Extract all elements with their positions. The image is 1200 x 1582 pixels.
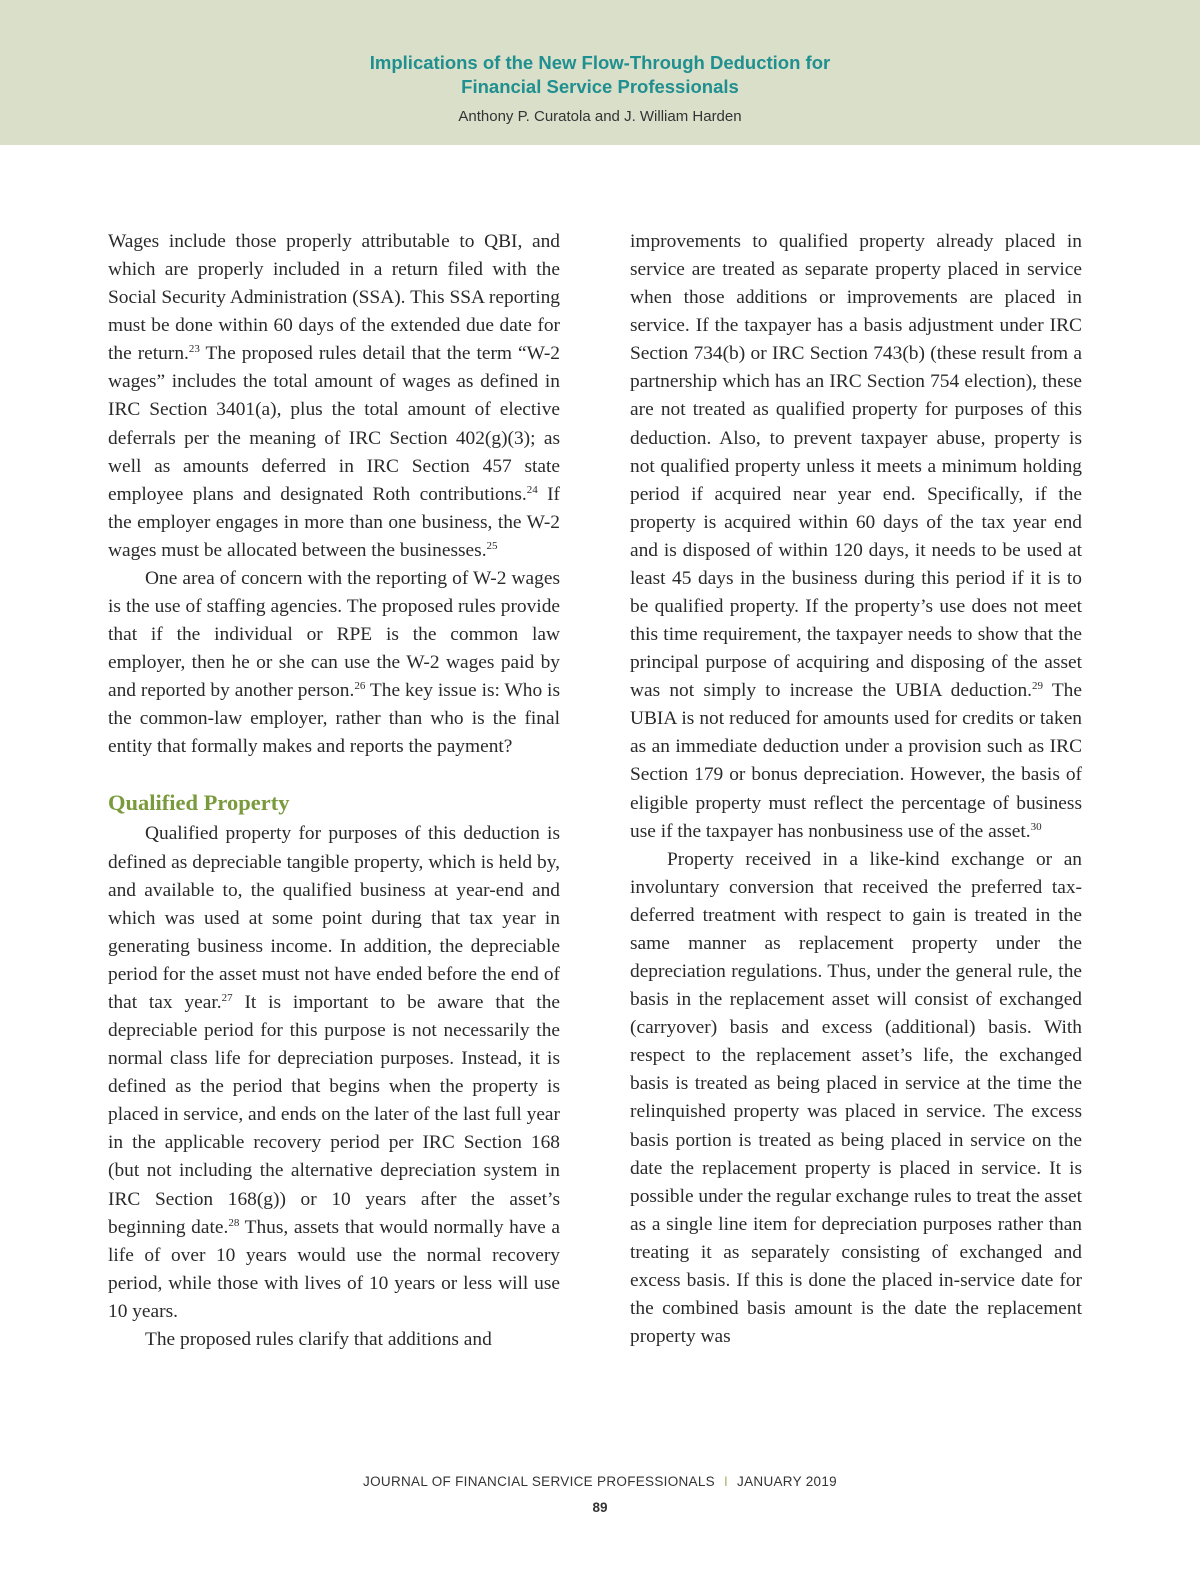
paragraph: Qualified property for purposes of this deduction is defined as depreciable tangible property, which is held by, and available to, the qualified business at year-end and which was used at some point during that tax year in generating business income. In addition, the depreciable period for the asset must not have ended before the end of that tax year.$^{27}$ It is important to be aware that the depreciable period for this purpose is not necessarily the normal class life for depreciation purposes. Instead, it is defined as the period that begins when the property is placed in service, and ends on the later of the last full year in the applicable recovery period per IRC Section 168 (but not including the alternative depreciation system in IRC Section 168(g)) or 10 years after the asset’s beginning date.$^{28}$ Thus, assets that would normally have a life of over 10 years would use the normal recovery period, while those with lives of 10 years or less will use 10 years.	[108, 823, 560, 1322]
footnote-ref: 23	[188, 343, 200, 356]
right-column	[630, 228, 1082, 1351]
footnote-ref: 27	[221, 991, 233, 1004]
footnote-ref: 25	[486, 539, 498, 552]
paragraph: The proposed rules clarify that additions and	[145, 1328, 492, 1350]
article-title-line2: Financial Service Professionals	[461, 76, 739, 97]
header-banner	[0, 0, 1200, 145]
paragraph: One area of concern with the reporting of W-2 wages is the use of staffing agencies. The proposed rules provide that if the individual or RPE is the common law employer, then he or she can use the W-2 wages paid by and reported by another person.$^{26}$ The key issue is: Who is the common-law employer, rather than who is the final entity that formally makes and reports the payment?	[108, 567, 560, 758]
journal-footer	[0, 1474, 1200, 1489]
issue-date: JANUARY 2019	[737, 1474, 837, 1489]
section-heading: Qualified Property	[108, 790, 290, 816]
footnote-ref: 29	[1032, 680, 1043, 693]
footnote-ref: 28	[228, 1216, 240, 1229]
article-title	[0, 51, 1200, 99]
journal-name: JOURNAL OF FINANCIAL SERVICE PROFESSIONALS	[363, 1474, 715, 1489]
article-title-line1: Implications of the New Flow-Through Deduction for	[369, 52, 831, 73]
footnote-ref: 30	[1030, 820, 1042, 833]
paragraph: Wages include those properly attributable to QBI, and which are properly included in a return filed with the Social Security Administration (SSA). This SSA reporting must be done within 60 days of the extended due date for the return.$^{23}$ The proposed rules detail that the term “W-2 wages” includes the total amount of wages as defined in IRC Section 3401(a), plus the total amount of elective deferrals per the meaning of IRC Section 402(g)(3); as well as amounts deferred in IRC Section 457 state employee plans and designated Roth contributions.$^{24}$ If the employer engages in more than one business, the W-2 wages must be allocated between the businesses.$^{25}$	[108, 231, 561, 561]
footnote-ref: 26	[354, 680, 366, 693]
paragraph: improvements to qualified property already placed in service are treated as separate property placed in service when those additions or improvements are placed in service. If the taxpayer has a basis adjustment under IRC Section 734(b) or IRC Section 743(b) (these result from a partnership which has an IRC Section 754 election), these are not treated as qualified property for purposes of this deduction. Also, to prevent taxpayer abuse, property is not qualified property unless it meets a minimum holding period if acquired near year end. Specifically, if the property is acquired within 60 days of the tax year end and is disposed of within 120 days, it needs to be used at least 45 days in the business during this period if it is to be qualified property. If the property’s use does not meet this time requirement, the taxpayer needs to show that the principal purpose of acquiring and disposing of the asset was not simply to increase the UBIA deduction.$^{29}$ The UBIA is not reduced for amounts used for credits or taken as an immediate deduction under a provision such as IRC Section 179 or bonus depreciation. However, the basis of eligible property must reflect the percentage of business use if the taxpayer has nonbusiness use of the asset.$^{30}$	[630, 231, 1082, 842]
article-authors: Anthony P. Curatola and J. William Harden	[458, 108, 742, 125]
footnote-ref: 24	[526, 483, 538, 496]
page-number: 89	[592, 1500, 608, 1515]
paragraph: Property received in a like-kind exchange or an involuntary conversion that received the preferred tax-deferred treatment with respect to gain is treated in the same manner as replacement property under the depreciation regulations. Thus, under the general rule, the basis in the replacement asset will consist of exchanged (carryover) basis and excess (additional) basis. With respect to the replacement asset’s life, the exchanged basis is treated as being placed in service at the time the relinquished property was placed in service. The excess basis portion is treated as being placed in service on the date the replacement property is placed in service. It is possible under the regular exchange rules to treat the asset as a single line item for depreciation purposes rather than treating it as separately consisting of exchanged and excess basis. If this is done the placed in-service date for the combined basis amount is the date the replacement property was	[630, 848, 1082, 1348]
left-column	[108, 228, 560, 1354]
footer-separator: I	[723, 1474, 729, 1489]
